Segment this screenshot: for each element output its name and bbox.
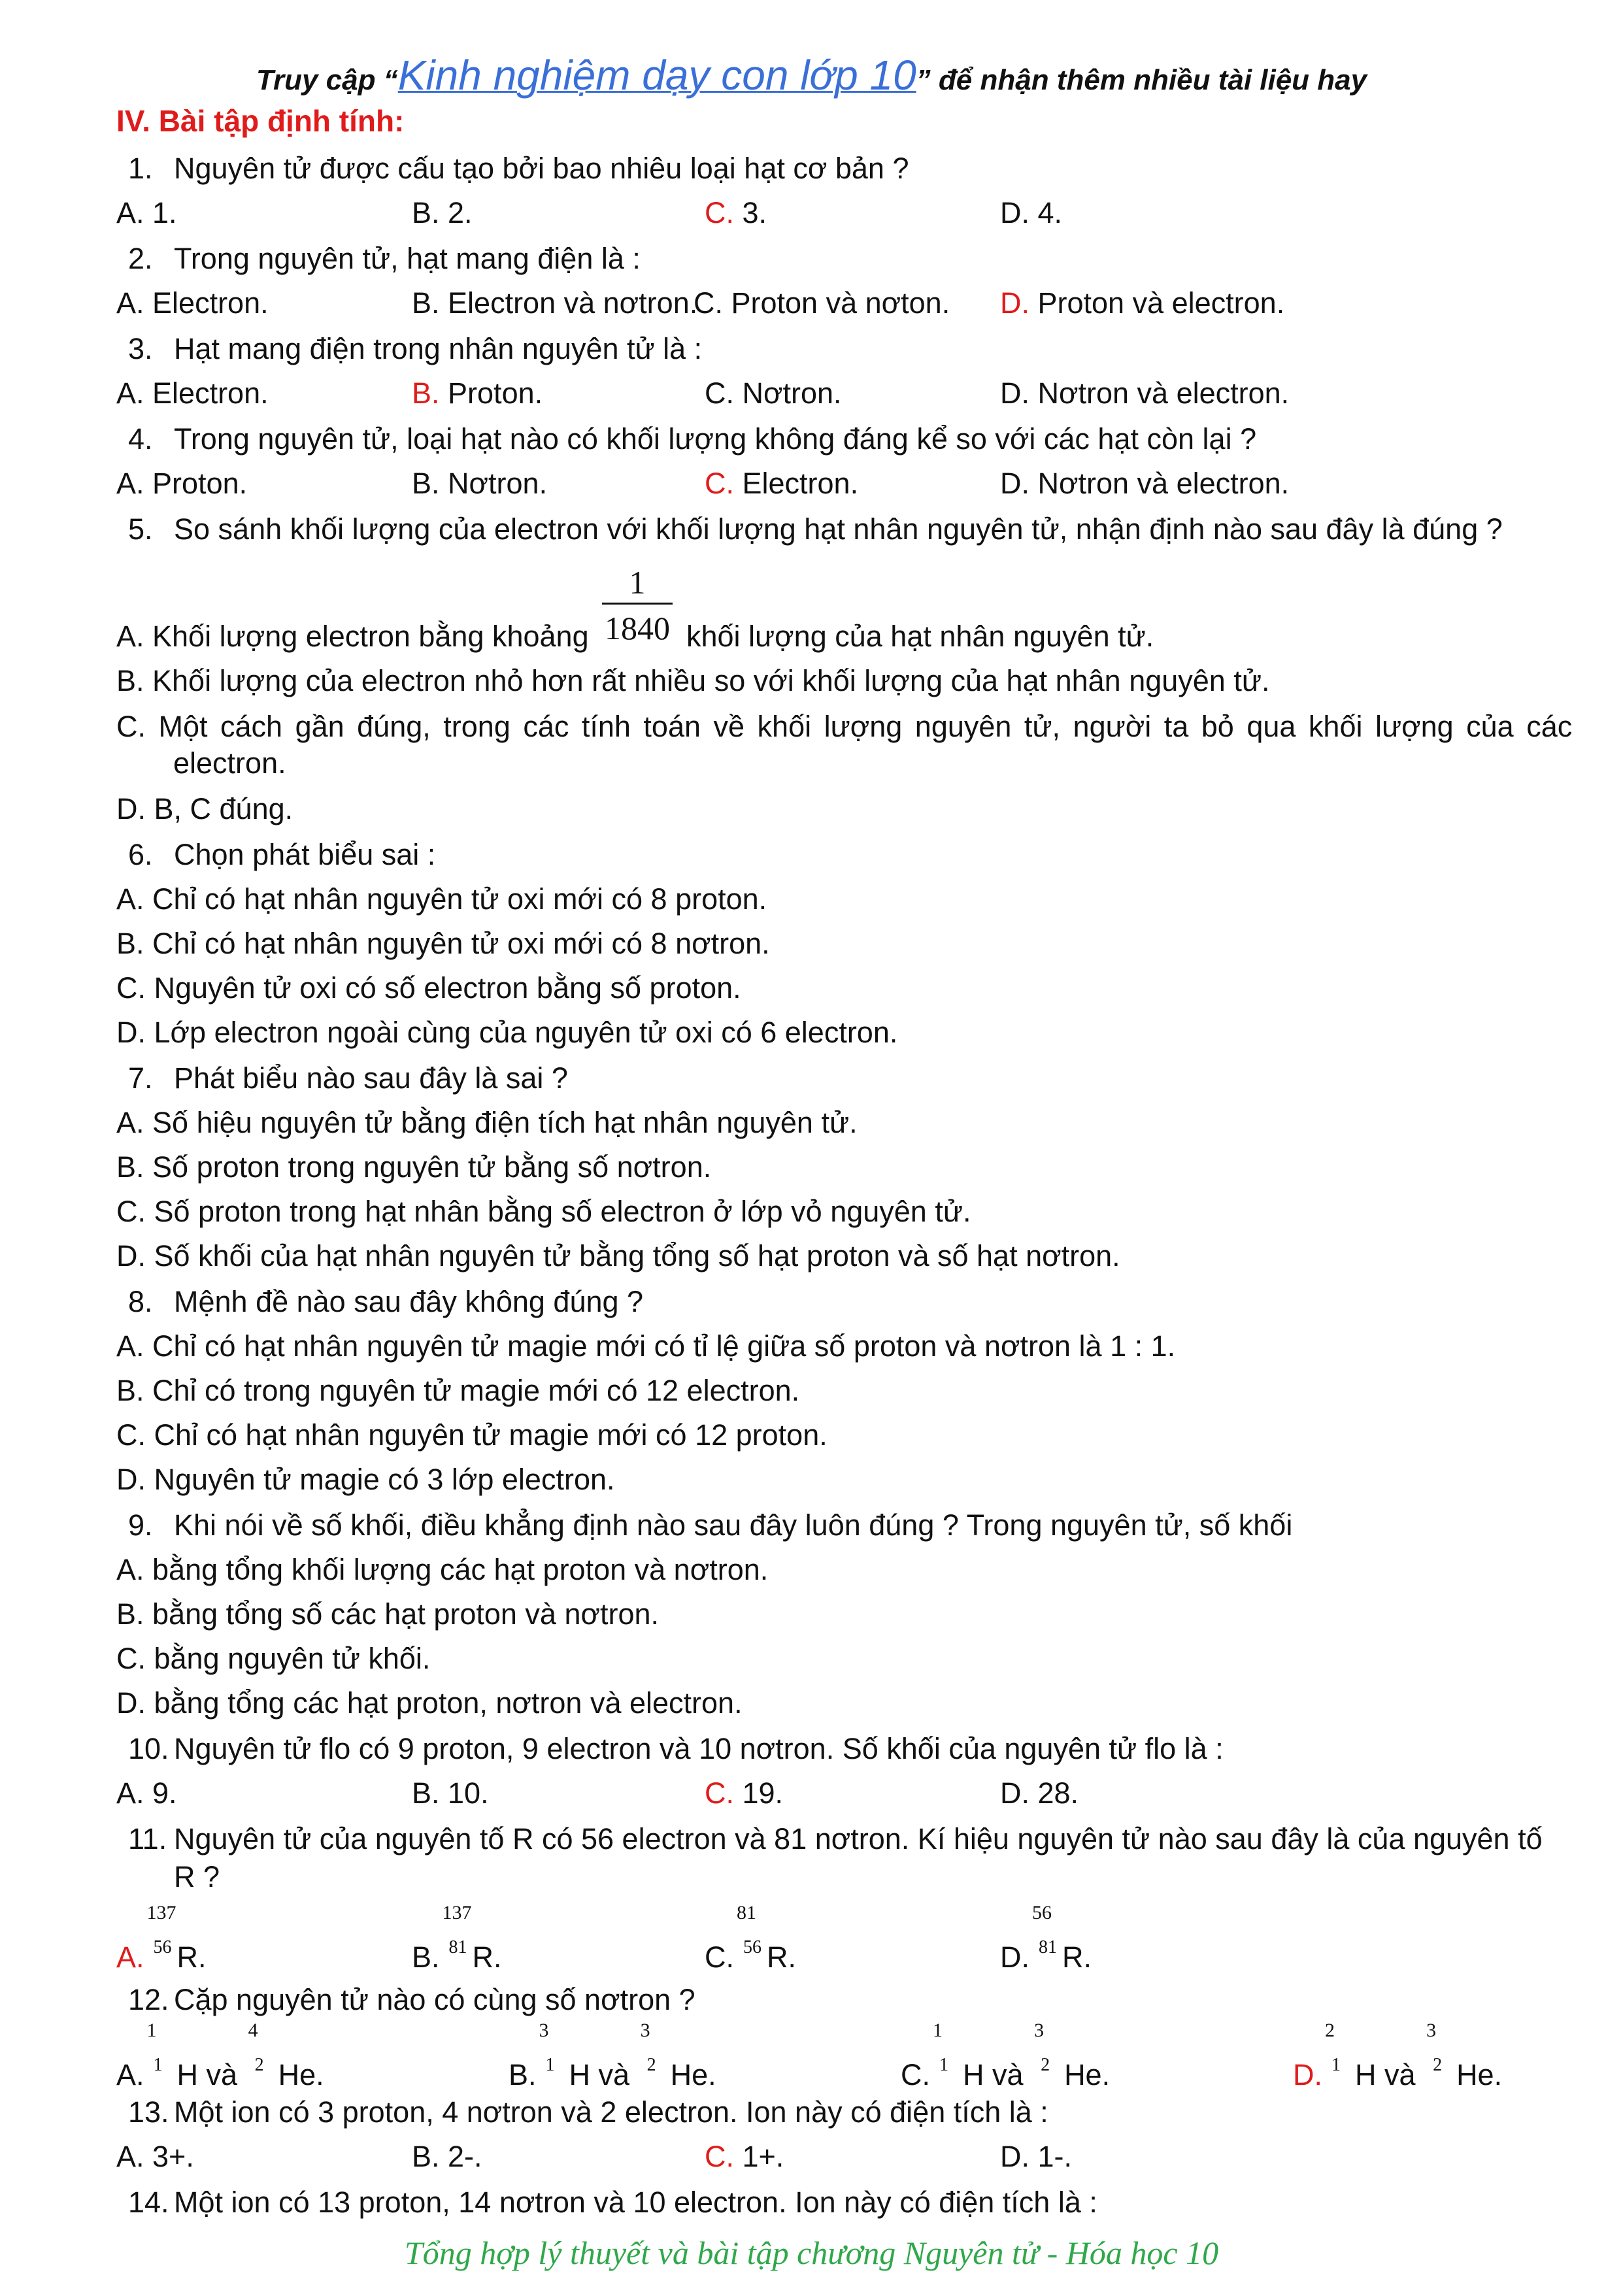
isotope-symbol: 137 81 xyxy=(442,1902,472,1957)
fraction-1-1840 xyxy=(598,563,677,655)
isotope-symbol: 81 56 xyxy=(737,1902,761,1957)
section-title: IV. Bài tập định tính: xyxy=(116,104,405,138)
option-5d: D. B, C đúng. xyxy=(116,792,293,825)
option-7d: D. Số khối của hạt nhân nguyên tử bằng tổng số hạt proton và số hạt nơtron. xyxy=(116,1239,1120,1273)
option-6d: D. Lớp electron ngoài cùng của nguyên tử oxi có 6 electron. xyxy=(116,1016,898,1049)
option-12a: A. 1 1 H và 4 2 He. xyxy=(116,2020,324,2091)
option-12c: C. 1 1 H và 3 2 He. xyxy=(901,2020,1111,2091)
option-3b: B. Proton. xyxy=(412,376,543,410)
option-9a: A. bằng tổng khối lượng các hạt proton và nơtron. xyxy=(116,1553,769,1586)
option-13c: C. 1+. xyxy=(705,2140,784,2173)
question-14: 14. Một ion có 13 proton, 14 nơtron và 10 electron. Ion này có điện tích là : xyxy=(128,2186,1097,2219)
correct-answer-marker: D. xyxy=(1293,2058,1322,2091)
option-11c: C. 81 56 R. xyxy=(705,1902,796,1974)
isotope-symbol: 56 81 xyxy=(1032,1902,1057,1957)
option-5a-part2: khối lượng của hạt nhân nguyên tử. xyxy=(686,620,1154,653)
option-12d: D. 2 1 H và 3 2 He. xyxy=(1293,2020,1503,2091)
correct-answer-marker: C. xyxy=(705,1776,734,1810)
page-footer: Tổng hợp lý thuyết và bài tập chương Nguyên tử - Hóa học 10 xyxy=(404,2235,1219,2271)
option-5b: B. Khối lượng của electron nhỏ hơn rất nhiều so với khối lượng của hạt nhân nguyên tử. xyxy=(116,664,1270,697)
option-10d: D. 28. xyxy=(1000,1776,1079,1810)
option-8d: D. Nguyên tử magie có 3 lớp electron. xyxy=(116,1463,615,1496)
option-3a: A. Electron. xyxy=(116,376,269,410)
option-7a: A. Số hiệu nguyên tử bằng điện tích hạt nhân nguyên tử. xyxy=(116,1106,858,1139)
option-1c: C. 3. xyxy=(705,196,767,229)
option-6b: B. Chỉ có hạt nhân nguyên tử oxi mới có 8 nơtron. xyxy=(116,927,770,960)
option-2b: B. Electron và nơtron. xyxy=(412,286,698,320)
correct-answer-marker: B. xyxy=(412,376,440,410)
option-4a: A. Proton. xyxy=(116,467,248,500)
question-text: Nguyên tử được cấu tạo bởi bao nhiêu loại hạt cơ bản ? xyxy=(174,152,909,185)
option-6c: C. Nguyên tử oxi có số electron bằng số proton. xyxy=(116,971,741,1005)
question-number: 1. xyxy=(128,152,153,185)
correct-answer-marker: C. xyxy=(705,196,734,229)
option-3c: C. Nơtron. xyxy=(705,376,842,410)
option-1d: D. 4. xyxy=(1000,196,1063,229)
header-link[interactable]: Kinh nghiệm dạy con lớp 10 xyxy=(397,52,916,99)
fraction-bar xyxy=(602,603,673,605)
option-5a-part1: A. Khối lượng electron bằng khoảng xyxy=(116,620,589,653)
question-13: 13. Một ion có 3 proton, 4 nơtron và 2 electron. Ion này có điện tích là : xyxy=(128,2095,1048,2129)
question-7: 7. Phát biểu nào sau đây là sai ? xyxy=(128,1061,568,1095)
option-4d: D. Nơtron và electron. xyxy=(1000,467,1290,500)
correct-answer-marker: C. xyxy=(705,467,734,500)
option-1a: A. 1. xyxy=(116,196,177,229)
question-11-line2: R ? xyxy=(174,1860,220,1893)
option-9b: B. bằng tổng số các hạt proton và nơtron. xyxy=(116,1597,660,1631)
correct-answer-marker: A. xyxy=(116,1940,144,1974)
question-11: 11. Nguyên tử của nguyên tố R có 56 electron và 81 nơtron. Kí hiệu nguyên tử nào sau đây là của nguyên tố xyxy=(128,1822,1543,1855)
option-9c: C. bằng nguyên tử khối. xyxy=(116,1642,431,1675)
option-13d: D. 1-. xyxy=(1000,2140,1073,2173)
question-9: 9. Khi nói về số khối, điều khẳng định nào sau đây luôn đúng ? Trong nguyên tử, số khối xyxy=(128,1508,1293,1542)
question-3: 3. Hạt mang điện trong nhân nguyên tử là : xyxy=(128,332,703,365)
option-2d: D. Proton và electron. xyxy=(1000,286,1285,320)
option-4b: B. Nơtron. xyxy=(412,467,548,500)
header-suffix: ” để nhận thêm nhiều tài liệu hay xyxy=(916,64,1367,96)
fraction-numerator: 1 xyxy=(629,564,646,601)
option-7b: B. Số proton trong nguyên tử bằng số nơtron. xyxy=(116,1150,712,1184)
question-1 xyxy=(128,152,909,186)
fraction-denominator: 1840 xyxy=(605,610,670,646)
option-8c: C. Chỉ có hạt nhân nguyên tử magie mới có 12 proton. xyxy=(116,1418,828,1452)
question-4: 4. Trong nguyên tử, loại hạt nào có khối lượng không đáng kể so với các hạt còn lại ? xyxy=(128,422,1257,456)
option-13a: A. 3+. xyxy=(116,2140,194,2173)
correct-answer-marker: D. xyxy=(1000,286,1029,320)
option-10c: C. 19. xyxy=(705,1776,784,1810)
question-12: 12. Cặp nguyên tử nào có cùng số nơtron ? xyxy=(128,1983,695,2016)
option-8a: A. Chỉ có hạt nhân nguyên tử magie mới có tỉ lệ giữa số proton và nơtron là 1 : 1. xyxy=(116,1329,1176,1363)
option-6a: A. Chỉ có hạt nhân nguyên tử oxi mới có 8 proton. xyxy=(116,882,767,916)
isotope-symbol: 137 56 xyxy=(146,1902,176,1957)
question-10: 10. Nguyên tử flo có 9 proton, 9 electron và 10 nơtron. Số khối của nguyên tử flo là : xyxy=(128,1732,1224,1765)
option-12b: B. 3 1 H và 3 2 He. xyxy=(509,2020,716,2091)
option-5c-line1: C. Một cách gần đúng, trong các tính toán về khối lượng nguyên tử, người ta bỏ qua khối lượng của các xyxy=(116,710,1573,743)
option-2c: C. Proton và nơton. xyxy=(694,286,950,320)
option-10b: B. 10. xyxy=(412,1776,489,1810)
option-2a: A. Electron. xyxy=(116,286,269,320)
option-8b: B. Chỉ có trong nguyên tử magie mới có 12 electron. xyxy=(116,1374,800,1407)
header-banner xyxy=(0,51,1623,99)
option-13b: B. 2-. xyxy=(412,2140,482,2173)
correct-answer-marker: C. xyxy=(705,2140,734,2173)
option-7c: C. Số proton trong hạt nhân bằng số electron ở lớp vỏ nguyên tử. xyxy=(116,1195,971,1228)
header-prefix: Truy cập “ xyxy=(256,64,398,96)
option-11a: A. 137 56 R. xyxy=(116,1902,207,1974)
question-5: 5. So sánh khối lượng của electron với khối lượng hạt nhân nguyên tử, nhận định nào sau đây là đúng ? xyxy=(128,512,1503,546)
option-1b: B. 2. xyxy=(412,196,473,229)
option-10a: A. 9. xyxy=(116,1776,177,1810)
question-2: 2. Trong nguyên tử, hạt mang điện là : xyxy=(128,242,641,275)
question-6: 6. Chọn phát biểu sai : xyxy=(128,838,436,871)
question-8: 8. Mệnh đề nào sau đây không đúng ? xyxy=(128,1285,644,1318)
option-9d: D. bằng tổng các hạt proton, nơtron và electron. xyxy=(116,1686,743,1720)
option-4c: C. Electron. xyxy=(705,467,859,500)
option-11d: D. 56 81 R. xyxy=(1000,1902,1092,1974)
option-5c-line2: electron. xyxy=(173,746,286,780)
option-11b: B. 137 81 R. xyxy=(412,1902,502,1974)
option-3d: D. Nơtron và electron. xyxy=(1000,376,1290,410)
